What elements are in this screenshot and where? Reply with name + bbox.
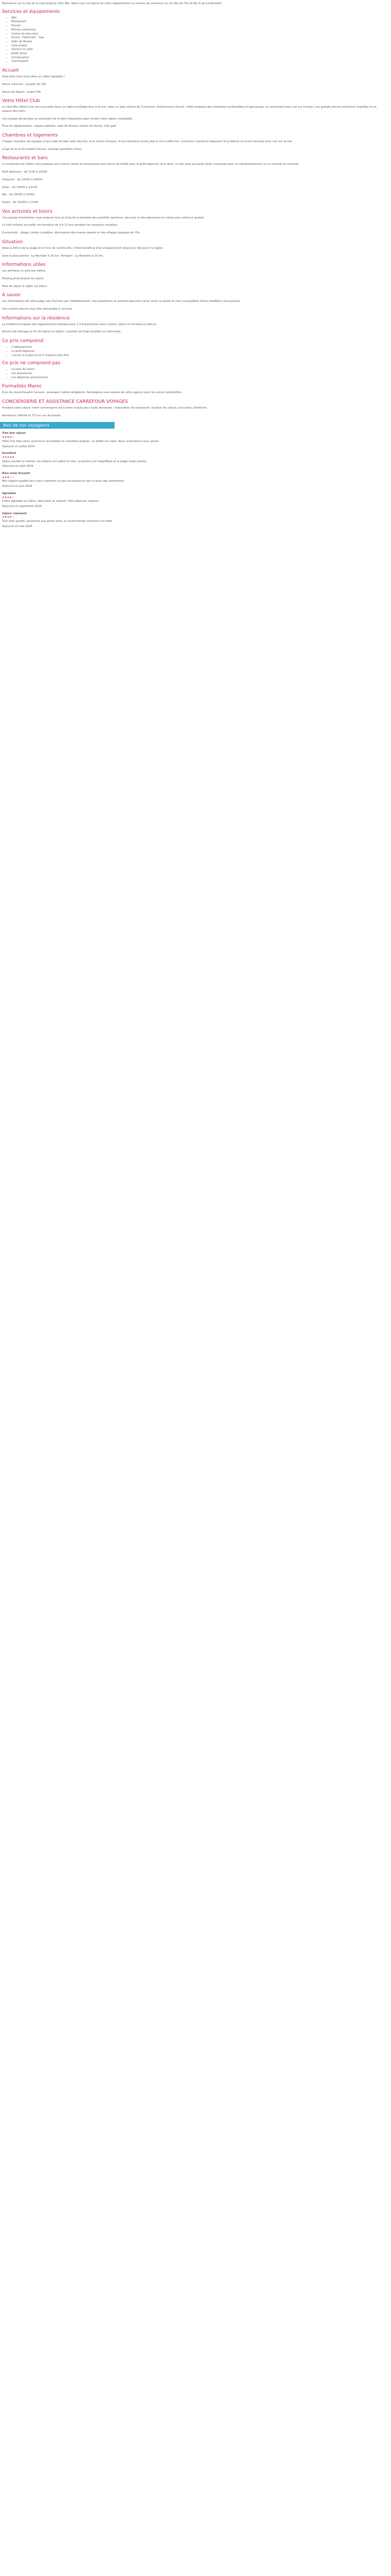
accueil-section [2, 68, 385, 94]
accueil-line: Heure de départ : avant 10h [2, 90, 41, 94]
review-title: Séjour reposant [2, 512, 27, 515]
restauration-section [2, 156, 385, 205]
review-text: Bon rapport qualité-prix mais chambres un peu bruyantes le soir à cause des animations. [2, 480, 125, 483]
list-item: • Les dépenses personnelles [11, 376, 385, 380]
list-item: • L'accès à la piscine et à l'espace bien-être [11, 354, 385, 358]
hotel-paragraph: Une équipe dynamique et souriante est à votre disposition pour rendre votre séjour inoubliable. [2, 117, 134, 121]
restauration-title: Restaurants et bars [2, 156, 48, 161]
star-rating-icon: ★★★★★ [2, 455, 14, 459]
residence-title: Informations sur la résidence [2, 315, 70, 321]
restauration-paragraph: Bar : de 10h00 à 23h00 [2, 193, 35, 197]
savoir-title: À savoir [2, 293, 21, 298]
list-item: • L'hébergement [11, 346, 385, 350]
list-item: • Le petit-déjeuner [11, 350, 385, 354]
hotel-paragraph: Le Côté Mer Hôtel Club vous accueille dans un cadre privilégié face à la mer, dans un parc arboré de 3 hectares. Entièrement rénové, l'hôtel propose des chambres confortables et spacieuses, un restaurant avec vue sur l'océan, une grande piscine extérieure chauffée et un espace bien-être. [2, 106, 377, 113]
concept-section [2, 338, 385, 380]
restauration-paragraph: Dîner : de 19h00 à 21h30 [2, 185, 38, 189]
review-title: Agréable [2, 492, 16, 495]
infos-paragraph: Les animaux ne sont pas admis. [2, 269, 46, 273]
review-text: Cadre agréable et calme, idéal pour se reposer. Petit-déjeuner copieux. [2, 500, 100, 503]
chambres-paragraph: Linge de lit et de toilette fournis, ménage quotidien inclus. [2, 147, 83, 151]
formalites-section [2, 384, 385, 395]
reviews-header: Avis de nos voyageurs [0, 422, 115, 429]
residence-section [2, 316, 385, 334]
list-item: • Centre de bien-être [11, 32, 385, 37]
review-item [2, 512, 385, 529]
review-date: Séjourné en septembre 2024 [2, 505, 42, 508]
restauration-paragraph: Petit-déjeuner : de 7h30 à 10h00 [2, 171, 47, 174]
restauration-paragraph: Déjeuner : de 12h00 à 14h00 [2, 178, 42, 181]
hotel-section [2, 98, 385, 129]
list-item: • Piscine extérieure [11, 28, 385, 32]
review-title: Excellent [2, 452, 17, 455]
star-rating-icon: ★★★☆☆ [2, 476, 14, 479]
hotel-title: Votre Hôtel Club [2, 98, 40, 104]
activites-section [2, 209, 385, 235]
review-item [2, 492, 385, 509]
activites-title: Vos activités et loisirs [2, 209, 53, 214]
situation-paragraph: Situé à 200 m de la plage et à 5 km du centre-ville, l'hôtel bénéficie d'un emplacement idéal pour découvrir la région. [2, 246, 164, 250]
review-item [2, 452, 385, 469]
list-item: • Wifi [11, 16, 385, 21]
review-item [2, 472, 385, 489]
conciergerie-section [2, 399, 385, 418]
review-item [2, 432, 385, 449]
chambres-title: Chambres et logements [2, 133, 58, 139]
savoir-paragraph: Une caution pourra vous être demandée à l'arrivée. [2, 308, 73, 311]
review-date: Séjourné en août 2024 [2, 465, 34, 468]
restauration-paragraph: Snack : de 12h00 à 17h00 [2, 200, 38, 204]
star-rating-icon: ★★★★☆ [2, 516, 14, 519]
list-item: • Club enfant [11, 44, 385, 48]
review-text: Tout était parfait, personnel aux petits soins. Je recommande vivement cet hôtel. [2, 520, 113, 523]
conciergerie-paragraph: Pendant votre séjour, notre conciergerie est à votre écoute pour toute demande : réservation de restaurant, location de voiture, excursion, billetterie. [2, 406, 208, 410]
review-date: Séjourné en mai 2024 [2, 524, 32, 528]
conciergerie-title: CONCIERGERIE ET ASSISTANCE CARREFOUR VOYAGES [2, 399, 128, 405]
activites-paragraph: Une équipe d'animation vous propose tout au long de la semaine des activités sportives, des jeux et des spectacles en soirée pour petits et grands. [2, 216, 205, 219]
list-item: • Sauna - Hammam - Spa [11, 36, 385, 40]
infos-title: Informations utiles [2, 262, 46, 268]
review-date: Séjourné en juin 2024 [2, 485, 32, 488]
accueil-title: Accueil [2, 68, 19, 74]
list-item: • Conciergerie [11, 60, 385, 64]
infos-paragraph: Taxe de séjour à régler sur place. [2, 284, 47, 288]
savoir-section [2, 293, 385, 311]
list-item: • Piscine [11, 24, 385, 28]
review-text: Hôtel très bien situé, personnel accueillant et chambres propres. Le buffet est varié. Nous reviendrons avec plaisir. [2, 439, 159, 443]
concept-list [2, 346, 385, 358]
savoir-paragraph: Les informations de cette page sont fournies par l'établissement. Les prestations et activités peuvent varier selon la saison et sont susceptibles d'être modifiées sans préavis. [2, 300, 241, 303]
services-section [2, 9, 385, 64]
restauration-paragraph: Le restaurant de l'hôtel vous propose une cuisine variée et savoureuse sous forme de buffet pour le petit-déjeuner et le dîner. Le bar vous accueille toute la journée pour un rafraîchissement ou un cocktail en terrasse. [2, 163, 300, 166]
review-title: Très bon séjour [2, 432, 26, 435]
situation-title: Situation [2, 239, 23, 245]
review-date: Séjourné en juillet 2024 [2, 445, 35, 448]
list-item: • Service en salle [11, 48, 385, 52]
list-item: • Salle de fitness [11, 40, 385, 44]
accueil-line: Heure d'arrivée : à partir de 15h [2, 82, 46, 86]
reviews-list [2, 432, 385, 529]
conciergerie-paragraph: Assistance 24h/24 et 7j/7 en cas de besoin. [2, 414, 62, 417]
residence-paragraph: La résidence propose des appartements équipés pour 2 à 6 personnes avec cuisine, séjour et terrasse ou balcon. [2, 323, 157, 326]
page [0, 0, 387, 543]
intro-text: Bienvenue sur le site de la Conciergerie Côté Mer. Nous nous occupons de votre appartement ou maison de vacances sur la côte de l'Ile de Ré et de La Rochelle. [2, 2, 223, 5]
formalites-title: Formalités Maroc [2, 384, 42, 389]
situation-paragraph: Gare la plus proche : La Rochelle à 20 km. Aéroport : La Rochelle à 25 km. [2, 254, 104, 258]
infos-section [2, 262, 385, 289]
list-item: • Restaurant [11, 20, 385, 24]
review-text: Séjour parfait en famille, les enfants ont adoré le club. La piscine est magnifique et la plage toute proche. [2, 460, 148, 463]
chambres-section [2, 133, 385, 151]
star-rating-icon: ★★★★☆ [2, 436, 14, 439]
list-item: • Les assurances [11, 372, 385, 376]
situation-section [2, 240, 385, 258]
concept-exclusions-list [2, 368, 385, 380]
list-item: • La taxe de séjour [11, 368, 385, 372]
concept-title: Ce prix comprend [2, 338, 44, 344]
chambres-paragraph: Chaque chambre est équipée d'une salle de bain avec douche, d'un sèche-cheveux, d'une télévision écran plat et d'un coffre-fort. Certaines chambres disposent d'un balcon ou d'une terrasse avec vue sur la mer. [2, 140, 293, 144]
activites-paragraph: Le club enfants accueille vos bambins de 4 à 12 ans pendant les vacances scolaires. [2, 224, 118, 227]
residence-paragraph: Service de ménage en fin de séjour en option. Location de linge possible sur demande. [2, 330, 122, 334]
hotel-paragraph: Tous les équipements : espace détente, salle de fitness, terrain de tennis, mini-golf. [2, 125, 117, 128]
formalites-text: Pour les ressortissants français : passeport valide obligatoire. Renseignez-vous auprès de votre agence pour les autres nationalités. [2, 391, 183, 395]
star-rating-icon: ★★★★☆ [2, 496, 14, 499]
list-item: • Jardin privé [11, 52, 385, 56]
services-title: Services et équipements [2, 9, 60, 14]
concept-exclusions-title: Ce prix ne comprend pas [2, 361, 61, 366]
review-title: Bien mais bruyant [2, 472, 30, 476]
accueil-line: Vous êtes chez vous dans un cadre agréable ! [2, 75, 65, 79]
list-item: • Climatisation [11, 56, 385, 60]
activites-paragraph: À proximité : plages, pistes cyclables, découverte des marais salants et des villages typiques de l'île. [2, 231, 141, 235]
infos-paragraph: Parking privé gratuit sur place. [2, 277, 44, 280]
services-list [2, 16, 385, 64]
